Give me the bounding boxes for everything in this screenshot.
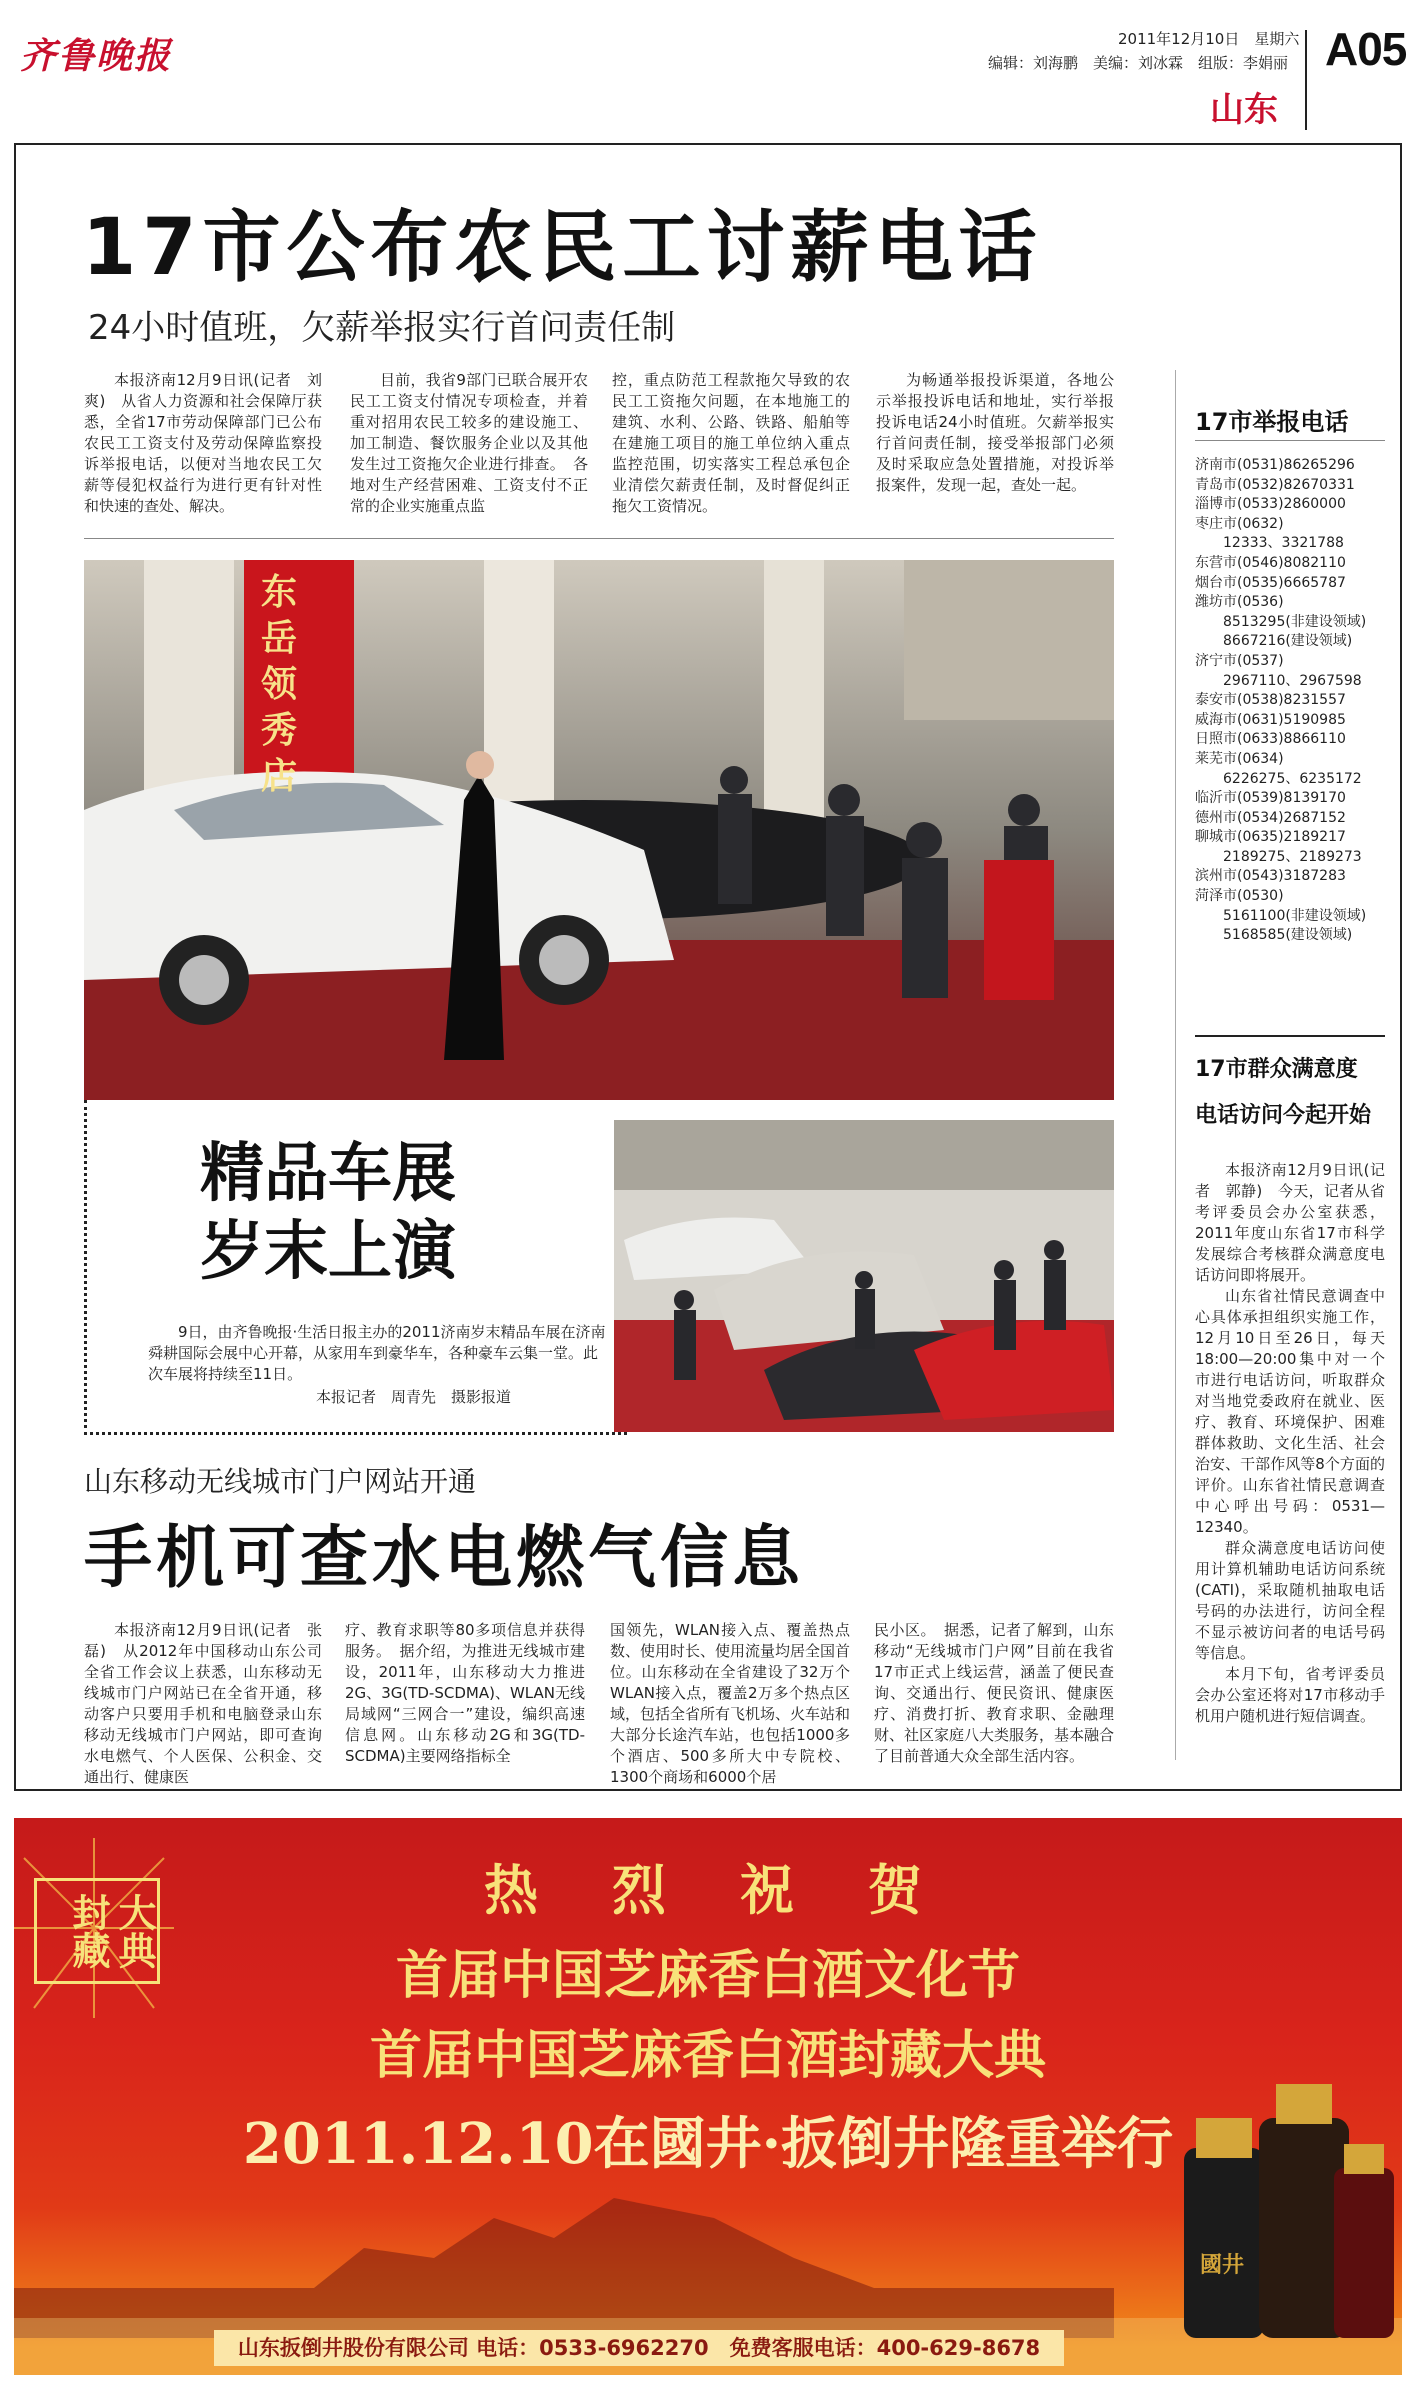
survey-paragraph: 山东省社情民意调查中心具体承担组织实施工作，12月10日至26日，每天18:00—20:00集中对一个市进行电话访问，听取群众对当地党委政府在就业、医疗、教育、环境保护、困难群体救助、文化生活、社会治安、干部作风等8个方面的评价。山东省社情民意调查中心呼出号码：0531—12340。 <box>1195 1287 1385 1536</box>
hotline-entry: 日照市(0633)8866110 <box>1195 731 1346 748</box>
hotline-entry: 济南市(0531)86265296 <box>1195 457 1355 473</box>
hotline-entry: 聊城市(0635)2189217 <box>1195 829 1346 846</box>
photo-title-line1: 精品车展 <box>200 1137 456 1211</box>
hotline-entry: 德州市(0534)2687152 <box>1195 809 1346 826</box>
survey-paragraph: 本月下旬，省考评委员会办公室还将对17市移动手机用户随机进行短信调查。 <box>1195 1665 1385 1725</box>
bottle-label: 國井 <box>1200 2253 1245 2278</box>
article1-col2-text: 目前，我省9部门已联合展开农民工工资支付情况专项检查，并着重对招用农民工较多的建设施工、加工制造、餐饮服务企业以及其他发生过工资拖欠企业进行排查。 各地对生产经营困难、工资支付不正常的企业实施重点监 <box>350 371 588 515</box>
ad-line-festival: 首届中国芝麻香白酒文化节 <box>395 1946 1020 2006</box>
ad-line-date: 2011.12.10在國井·扳倒井隆重举行 <box>242 2111 1174 2177</box>
section-label: 山东 <box>1210 90 1278 130</box>
article1-col3-text: 控，重点防范工程款拖欠导致的农民工工资拖欠问题，在本地施工的建筑、水利、公路、铁路、船舶等在建施工项目的施工单位纳入重点监控范围，切实落实工程总承包企业清偿欠薪责任制，及时督促纠正拖欠工资情况。 <box>612 371 850 515</box>
hotline-entry: 菏泽市(0530) <box>1195 888 1284 905</box>
survey-paragraph: 本报济南12月9日讯(记者 郭静) 今天，记者从省考评委员会办公室获悉，2011年度山东省17市科学发展综合考核群众满意度电话访问即将展开。 <box>1195 1161 1385 1284</box>
hotline-entry: 8667216(建设领域) <box>1195 633 1353 650</box>
article1-col4 <box>876 370 1114 520</box>
hotline-entry: 潍坊市(0536) <box>1195 594 1284 611</box>
hotline-entry: 威海市(0631)5190985 <box>1195 711 1346 728</box>
divider <box>84 538 1114 539</box>
car-show-illustration <box>84 560 1114 1100</box>
article1-col3 <box>612 370 850 520</box>
article1-subhead: 24小时值班，欠薪举报实行首问责任制 <box>88 308 676 348</box>
car-show-photo <box>84 560 1114 1100</box>
article2-col3-text: 国领先，WLAN接入点、覆盖热点数、使用时长、使用流量均居全国首位。山东移动在全省建设了32万个WLAN接入点，覆盖2万多个热点区域，包括全省所有飞机场、火车站和大部分长途汽车站，也包括1000多个酒店、500多所大中专院校、1300个商场和6000个居 <box>610 1621 850 1786</box>
survey-article <box>1195 1160 1385 1790</box>
hotline-entry: 枣庄市(0632) <box>1195 515 1284 532</box>
hotlines-title: 17市举报电话 <box>1195 408 1349 436</box>
hotline-entry: 东营市(0546)8082110 <box>1195 554 1346 571</box>
hotline-entry: 淄博市(0533)2860000 <box>1195 496 1346 513</box>
car-show-photo-2 <box>614 1120 1114 1432</box>
divider <box>1195 1035 1385 1037</box>
article1-col1-text: 本报济南12月9日讯(记者 刘爽) 从省人力资源和社会保障厅获悉，全省17市劳动保障部门已公布农民工工资支付及劳动保障监察投诉举报电话，以便对当地农民工欠薪等侵犯权益行为进行更有针对性和快速的查处、解决。 <box>84 371 322 515</box>
article2-col2 <box>345 1620 585 1792</box>
page-number: A05 <box>1325 23 1407 75</box>
article2-col4-text: 民小区。 据悉，记者了解到，山东移动“无线城市门户网”目前在我省17市正式上线运营，涵盖了便民查询、交通出行、便民资讯、健康医疗、消费打折、教育求职、金融理财、社区家庭八大类服务，基本融合了目前普通大众全部生活内容。 <box>874 1621 1114 1765</box>
hotline-entry: 8513295(非建设领域) <box>1195 613 1367 630</box>
article2-col2-text: 疗、教育求职等80多项信息并获得服务。 据介绍，为推进无线城市建设，2011年，山东移动大力推进2G、3G(TD-SCDMA)、WLAN无线局域网“三网合一”建设，编织高速信息网。山东移动2G和3G(TD-SCDMA)主要网络指标全 <box>345 1621 585 1765</box>
liquor-advertisement <box>14 1818 1402 2375</box>
ad-line-congrats: 热 烈 祝 贺 <box>484 1859 932 1922</box>
article2-kicker: 山东移动无线城市门户网站开通 <box>84 1465 477 1498</box>
survey-paragraph: 群众满意度电话访问使用计算机辅助电话访问系统(CATI)，采取随机抽取电话号码的办法进行，访问全程不显示被访问者的电话号码等信息。 <box>1195 1539 1385 1662</box>
article2-col4 <box>874 1620 1114 1792</box>
hotline-entry: 济宁市(0537) <box>1195 652 1284 669</box>
photo-title-line2: 岁末上演 <box>200 1215 456 1289</box>
hotline-entry: 莱芜市(0634) <box>1195 750 1284 767</box>
dealer-banner: 东岳领秀店 <box>260 572 297 797</box>
hotline-entry: 2967110、2967598 <box>1195 672 1362 689</box>
ad-seal-badge: 大典封藏 <box>34 1878 160 1984</box>
article2-col1 <box>84 1620 322 1792</box>
article2-col1-text: 本报济南12月9日讯(记者 张磊) 从2012年中国移动山东公司全省工作会议上获悉，山东移动无线城市门户网站已在全省开通，移动客户只要用手机和电脑登录山东移动无线城市门户网站，即可查询水电燃气、个人医保、公积金、交通出行、健康医 <box>84 1621 322 1786</box>
divider <box>1195 440 1385 441</box>
header-divider <box>1305 30 1307 130</box>
newspaper-masthead: 齐鲁晚报 <box>20 35 173 77</box>
hotline-entry: 12333、3321788 <box>1195 535 1344 552</box>
article1-col4-text: 为畅通举报投诉渠道，各地公示举报投诉电话和地址，实行举报投诉电话24小时值班。欠薪举报实行首问责任制，接受举报部门必须及时采取应急处置措施，对投诉举报案件，发现一起，查处一起。 <box>876 371 1114 494</box>
hotline-entry: 烟台市(0535)6665787 <box>1195 574 1346 591</box>
article2-col3 <box>610 1620 850 1792</box>
ad-line-ceremony: 首届中国芝麻香白酒封藏大典 <box>369 2026 1046 2086</box>
article1-col2 <box>350 370 588 520</box>
article2-headline: 手机可查水电燃气信息 <box>84 1519 805 1598</box>
hotline-entry: 5161100(非建设领域) <box>1195 907 1367 924</box>
survey-title-1: 17市群众满意度 <box>1195 1057 1358 1082</box>
hotline-entry: 青岛市(0532)82670331 <box>1195 476 1355 493</box>
hotline-entry: 6226275、6235172 <box>1195 770 1362 787</box>
ad-footer-contact: 山东扳倒井股份有限公司 电话：0533-6962270 免费客服电话：400-629-8678 <box>214 2330 1064 2366</box>
editor-credits: 编辑：刘海鹏 美编：刘冰霖 组版：李娟丽 <box>988 54 1289 72</box>
hotline-entry: 2189275、2189273 <box>1195 848 1362 865</box>
photo-caption: 9日，由齐鲁晚报·生活日报主办的2011济南岁末精品车展在济南舜耕国际会展中心开幕，从家用车到豪华车，各种豪车云集一堂。此次车展将持续至11日。 <box>148 1323 606 1383</box>
hotline-entry: 泰安市(0538)8231557 <box>1195 692 1346 709</box>
hotline-entry: 临沂市(0539)8139170 <box>1195 790 1346 807</box>
survey-title-2: 电话访问今起开始 <box>1195 1103 1372 1128</box>
article1-col1 <box>84 370 322 520</box>
photo-credit: 本报记者 周青先 摄影报道 <box>316 1388 512 1406</box>
car-show-illustration-2 <box>614 1120 1114 1432</box>
date-text: 2011年12月10日 <box>1118 30 1240 48</box>
issue-date <box>1118 28 1299 49</box>
weekday-text: 星期六 <box>1254 30 1300 48</box>
hotline-entry: 滨州市(0543)3187283 <box>1195 868 1346 885</box>
article1-headline: 17市公布农民工讨薪电话 <box>82 203 1043 293</box>
sidebar-divider <box>1175 370 1176 1760</box>
hotline-list <box>1195 456 1395 946</box>
hotline-entry: 5168585(建设领域) <box>1195 927 1353 944</box>
